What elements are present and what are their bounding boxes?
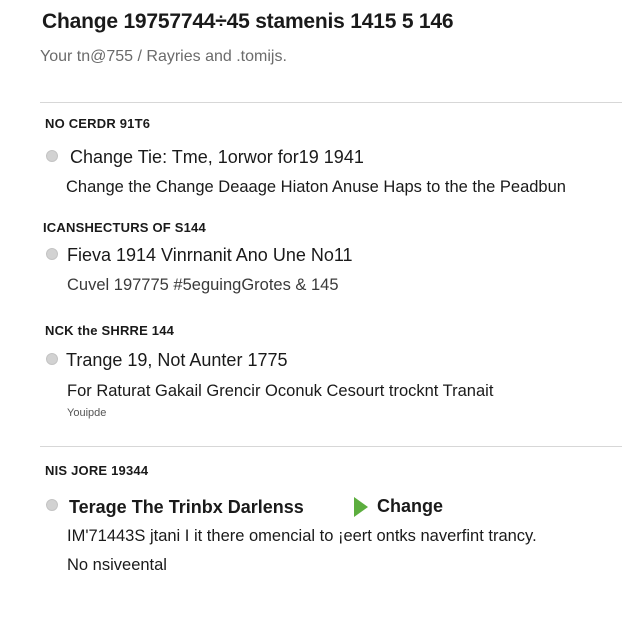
option-label-3[interactable]: Trange 19, Not Aunter 1775 (66, 350, 288, 370)
section-heading-4: NIS JORE 19344 (45, 463, 149, 478)
radio-dot-icon[interactable] (46, 353, 58, 365)
change-button[interactable] (354, 496, 443, 517)
page-title: Change 19757744÷45 stamenis 1415 5 146 (42, 10, 454, 33)
section-heading-2: ICANSHECTURS OF S144 (43, 220, 206, 235)
radio-dot-icon[interactable] (46, 248, 58, 260)
option-extra-4: No nsiveental (67, 556, 167, 574)
option-note-3: Youipde (67, 407, 107, 419)
option-detail-4: IM'71443S jtani I it there omencial to ¡eert ontks naverfint trancy. (67, 527, 537, 545)
play-arrow-icon (354, 497, 368, 517)
section-heading-3: NCK the SHRRE 144 (45, 323, 175, 338)
option-detail-1: Change the Change Deaage Hiaton Anuse Haps to the the Peadbun (66, 178, 566, 196)
change-button-label: Change (377, 496, 444, 516)
option-label-1[interactable]: Change Tie: Tme, 1orwor for19 1941 (70, 147, 364, 167)
section-heading-1: NO CERDR 91T6 (45, 116, 151, 131)
radio-dot-icon[interactable] (46, 499, 58, 511)
page-subtitle: Your tn@755 / Rayries and .tomijs. (40, 48, 287, 65)
section-divider (40, 446, 622, 447)
option-label-2[interactable]: Fieva 1914 Vinrnanit Ano Une No11 (67, 245, 353, 265)
radio-dot-icon[interactable] (46, 150, 58, 162)
top-divider (40, 102, 622, 103)
option-detail-2: Cuvel 197775 #5eguingGrotes & 145 (67, 276, 339, 294)
option-label-4[interactable]: Terage The Trinbx Darlenss (69, 497, 304, 517)
option-detail-3: For Raturat Gakail Grencir Oconuk Cesourt trocknt Tranait (67, 382, 494, 400)
